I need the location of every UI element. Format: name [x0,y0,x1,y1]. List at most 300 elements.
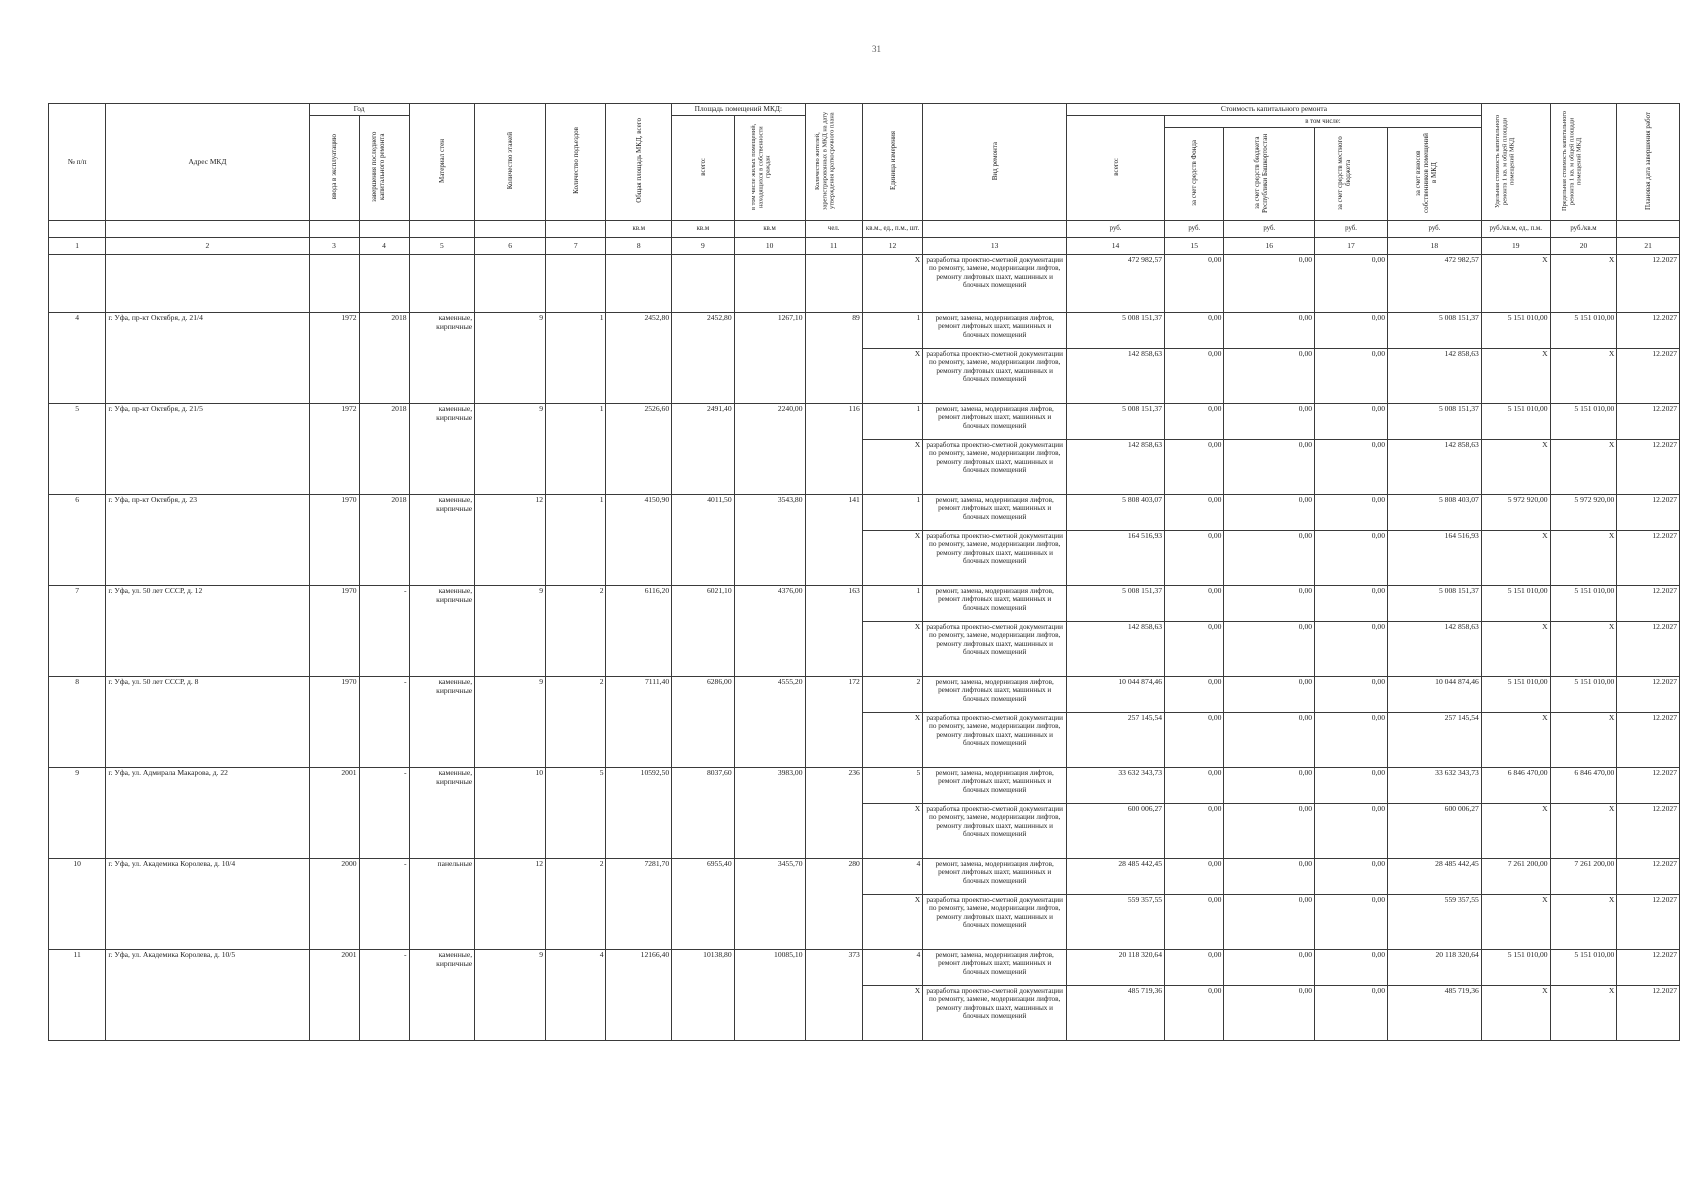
cost-fund-cell: 0,00 [1165,349,1224,404]
cost-total-cell: 257 145,54 [1067,713,1165,768]
floors-cell: 9 [475,950,546,1041]
deadline-cell: 12.2027 [1617,404,1680,440]
cost-owners-cell: 600 006,27 [1388,804,1482,859]
year-last-repair-cell: 2018 [359,313,409,404]
unit-cost-cell: 5 151 010,00 [1481,586,1550,622]
unit-cost-cell: Х [1481,349,1550,404]
total-area-cell: 10592,50 [606,768,672,859]
deadline-cell: 12.2027 [1617,440,1680,495]
cost-republic-cell: 0,00 [1224,586,1315,622]
cost-total-cell: 5 008 151,37 [1067,313,1165,349]
cost-republic-cell: 0,00 [1224,677,1315,713]
wall-material-cell: каменные, кирпичные [409,950,475,1041]
work-type-cell: ремонт, замена, модернизация лифтов, ремонт лифтовых шахт, машинных и блочных помещений [923,950,1067,986]
cost-local-cell: 0,00 [1315,713,1388,768]
work-type-cell: ремонт, замена, модернизация лифтов, ремонт лифтовых шахт, машинных и блочных помещений [923,859,1067,895]
column-number: 4 [359,238,409,255]
floors-cell: 10 [475,768,546,859]
premises-residents-cell: 3455,70 [734,859,805,950]
qty-cell: Х [862,713,922,768]
address-cell: г. Уфа, ул. 50 лет СССР, д. 8 [106,677,309,768]
header-incl: в том числе: [1165,116,1482,128]
cost-owners-cell: 257 145,54 [1388,713,1482,768]
table-row [49,586,1680,622]
qty-cell: 5 [862,768,922,804]
cost-fund-cell: 0,00 [1165,677,1224,713]
address-cell: г. Уфа, ул. Адмирала Макарова, д. 22 [106,768,309,859]
unit-cost-cell: Х [1481,622,1550,677]
year-last-repair-cell: - [359,768,409,859]
wall-material-cell: каменные, кирпичные [409,586,475,677]
limit-cost-cell: 5 151 010,00 [1550,404,1617,440]
cost-republic-cell: 0,00 [1224,804,1315,859]
cost-fund-cell: 0,00 [1165,313,1224,349]
header-unit-cost: Удельная стоимость капитального ремонта 1 кв. м общей площади помещений МКД [1493,114,1516,208]
header-residents: Количество жителей, зарегистрированных в МКД на дату утверждения краткосрочного плана [813,111,836,210]
qty-cell: 1 [862,586,922,622]
cost-fund-cell: 0,00 [1165,895,1224,950]
unit-cell: чел. [805,221,862,238]
header-premises: Площадь помещений МКД: [672,104,805,116]
unit-cost-cell: 6 846 470,00 [1481,768,1550,804]
unit-cost-cell: 5 151 010,00 [1481,950,1550,986]
header-wall-material: Материал стен [437,138,446,183]
page-number: 31 [872,44,881,54]
cost-total-cell: 20 118 320,64 [1067,950,1165,986]
column-number: 10 [734,238,805,255]
unit-cost-cell: 5 151 010,00 [1481,313,1550,349]
table-row [49,950,1680,986]
unit-cell: руб. [1165,221,1224,238]
table-row [49,859,1680,895]
cost-owners-cell: 33 632 343,73 [1388,768,1482,804]
premises-residents-cell: 3983,00 [734,768,805,859]
cost-owners-cell: 28 485 442,45 [1388,859,1482,895]
unit-cell: руб. [1067,221,1165,238]
cost-total-cell: 5 808 403,07 [1067,495,1165,531]
floors-cell: 12 [475,495,546,586]
column-number: 21 [1617,238,1680,255]
header-premises-total: всего: [698,157,707,176]
limit-cost-cell: Х [1550,440,1617,495]
unit-cost-cell: Х [1481,986,1550,1041]
qty-cell: Х [862,804,922,859]
header-address: Адрес МКД [106,104,309,221]
column-number: 6 [475,238,546,255]
cost-owners-cell: 142 858,63 [1388,440,1482,495]
work-type-cell: разработка проектно-сметной документации по ремонту, замене, модернизации лифтов, ремонту лифтовых шахт, машинных и блочных помещений [923,255,1067,313]
year-commission-cell: 1970 [309,677,359,768]
work-type-cell: разработка проектно-сметной документации по ремонту, замене, модернизации лифтов, ремонту лифтовых шахт, машинных и блочных помещений [923,986,1067,1041]
column-number: 5 [409,238,475,255]
cost-republic-cell: 0,00 [1224,622,1315,677]
column-number: 14 [1067,238,1165,255]
qty-cell: Х [862,440,922,495]
deadline-cell: 12.2027 [1617,495,1680,531]
cost-owners-cell: 5 008 151,37 [1388,586,1482,622]
residents-cell: 236 [805,768,862,859]
limit-cost-cell: 5 151 010,00 [1550,586,1617,622]
premises-residents-cell: 4376,00 [734,586,805,677]
work-type-cell: разработка проектно-сметной документации по ремонту, замене, модернизации лифтов, ремонту лифтовых шахт, машинных и блочных помещений [923,622,1067,677]
cost-fund-cell: 0,00 [1165,495,1224,531]
cost-republic-cell: 0,00 [1224,255,1315,313]
qty-cell: Х [862,986,922,1041]
unit-cost-cell: Х [1481,531,1550,586]
table-row [49,313,1680,349]
header-total-area: Общая площадь МКД, всего [634,118,643,204]
work-type-cell: ремонт, замена, модернизация лифтов, ремонт лифтовых шахт, машинных и блочных помещений [923,768,1067,804]
header-cost-total: всего: [1111,157,1120,176]
address-cell: г. Уфа, пр-кт Октября, д. 21/5 [106,404,309,495]
table-row [49,495,1680,531]
cost-owners-cell: 10 044 874,46 [1388,677,1482,713]
row-number-cell: 11 [49,950,106,1041]
column-number: 7 [546,238,606,255]
column-number: 19 [1481,238,1550,255]
year-commission-cell: 1970 [309,495,359,586]
limit-cost-cell: Х [1550,804,1617,859]
work-type-cell: разработка проектно-сметной документации по ремонту, замене, модернизации лифтов, ремонту лифтовых шахт, машинных и блочных помещений [923,440,1067,495]
table-row [49,768,1680,804]
address-cell: г. Уфа, пр-кт Октября, д. 21/4 [106,313,309,404]
entrances-cell: 2 [546,677,606,768]
year-commission-cell: 2000 [309,859,359,950]
header-year-last-repair: завершения последнего капитального ремонта [370,131,387,202]
header-cost-owners: за счет взносов собственников помещений в МКД [1414,132,1439,213]
premises-total-cell: 6021,10 [672,586,735,677]
cost-republic-cell: 0,00 [1224,313,1315,349]
deadline-cell: 12.2027 [1617,859,1680,895]
year-last-repair-cell: - [359,859,409,950]
limit-cost-cell: Х [1550,895,1617,950]
deadline-cell: 12.2027 [1617,804,1680,859]
column-number: 13 [923,238,1067,255]
column-number: 8 [606,238,672,255]
unit-cost-cell: 5 972 920,00 [1481,495,1550,531]
wall-material-cell: каменные, кирпичные [409,768,475,859]
limit-cost-cell: Х [1550,713,1617,768]
cost-total-cell: 164 516,93 [1067,531,1165,586]
floors-cell: 12 [475,859,546,950]
cost-fund-cell: 0,00 [1165,622,1224,677]
qty-cell: Х [862,255,922,313]
entrances-cell: 1 [546,495,606,586]
cost-owners-cell: 559 357,55 [1388,895,1482,950]
premises-total-cell: 6286,00 [672,677,735,768]
qty-cell: 1 [862,313,922,349]
cost-fund-cell: 0,00 [1165,713,1224,768]
cost-fund-cell: 0,00 [1165,531,1224,586]
limit-cost-cell: 6 846 470,00 [1550,768,1617,804]
year-last-repair-cell: - [359,677,409,768]
cost-local-cell: 0,00 [1315,349,1388,404]
cost-fund-cell: 0,00 [1165,404,1224,440]
residents-cell: 163 [805,586,862,677]
cost-fund-cell: 0,00 [1165,440,1224,495]
cost-total-cell: 559 357,55 [1067,895,1165,950]
cost-total-cell: 5 008 151,37 [1067,404,1165,440]
premises-total-cell: 6955,40 [672,859,735,950]
qty-cell: Х [862,349,922,404]
cost-total-cell: 142 858,63 [1067,622,1165,677]
limit-cost-cell: 7 261 200,00 [1550,859,1617,895]
work-type-cell: ремонт, замена, модернизация лифтов, ремонт лифтовых шахт, машинных и блочных помещений [923,586,1067,622]
qty-cell: Х [862,622,922,677]
premises-residents-cell: 3543,80 [734,495,805,586]
capital-repair-plan-table [48,103,1680,1041]
row-number-cell: 8 [49,677,106,768]
premises-total-cell: 2452,80 [672,313,735,404]
total-area-cell: 12166,40 [606,950,672,1041]
wall-material-cell: каменные, кирпичные [409,404,475,495]
header-no: № п/п [49,104,106,221]
column-number: 18 [1388,238,1482,255]
cost-local-cell: 0,00 [1315,440,1388,495]
work-type-cell: ремонт, замена, модернизация лифтов, ремонт лифтовых шахт, машинных и блочных помещений [923,404,1067,440]
work-type-cell: разработка проектно-сметной документации по ремонту, замене, модернизации лифтов, ремонту лифтовых шахт, машинных и блочных помещений [923,713,1067,768]
cost-local-cell: 0,00 [1315,768,1388,804]
entrances-cell: 2 [546,586,606,677]
cost-local-cell: 0,00 [1315,859,1388,895]
table-row [49,404,1680,440]
work-type-cell: ремонт, замена, модернизация лифтов, ремонт лифтовых шахт, машинных и блочных помещений [923,313,1067,349]
column-number: 2 [106,238,309,255]
column-number: 9 [672,238,735,255]
limit-cost-cell: Х [1550,255,1617,313]
cost-fund-cell: 0,00 [1165,804,1224,859]
limit-cost-cell: Х [1550,349,1617,404]
cost-local-cell: 0,00 [1315,586,1388,622]
unit-cost-cell: Х [1481,440,1550,495]
qty-cell: Х [862,531,922,586]
cost-total-cell: 142 858,63 [1067,440,1165,495]
column-number: 1 [49,238,106,255]
cost-fund-cell: 0,00 [1165,859,1224,895]
cost-owners-cell: 142 858,63 [1388,622,1482,677]
residents-cell: 172 [805,677,862,768]
unit-cell: кв.м [606,221,672,238]
row-number-cell: 9 [49,768,106,859]
address-cell: г. Уфа, ул. Академика Королева, д. 10/4 [106,859,309,950]
wall-material-cell: панельные [409,859,475,950]
year-commission-cell: 1970 [309,586,359,677]
qty-cell: 2 [862,677,922,713]
column-number: 15 [1165,238,1224,255]
cost-owners-cell: 164 516,93 [1388,531,1482,586]
deadline-cell: 12.2027 [1617,677,1680,713]
cost-republic-cell: 0,00 [1224,531,1315,586]
premises-residents-cell: 10085,10 [734,950,805,1041]
entrances-cell: 2 [546,859,606,950]
year-commission-cell: 2001 [309,768,359,859]
floors-cell: 9 [475,404,546,495]
premises-total-cell: 4011,50 [672,495,735,586]
column-numbers-row [49,238,1680,255]
cost-total-cell: 10 044 874,46 [1067,677,1165,713]
cost-fund-cell: 0,00 [1165,586,1224,622]
year-last-repair-cell: - [359,950,409,1041]
cost-local-cell: 0,00 [1315,531,1388,586]
address-cell: г. Уфа, пр-кт Октября, д. 23 [106,495,309,586]
unit-cell: руб. [1315,221,1388,238]
cost-total-cell: 600 006,27 [1067,804,1165,859]
premises-residents-cell: 4555,20 [734,677,805,768]
wall-material-cell: каменные, кирпичные [409,677,475,768]
cost-total-cell: 5 008 151,37 [1067,586,1165,622]
limit-cost-cell: Х [1550,986,1617,1041]
row-number-cell: 4 [49,313,106,404]
row-number-cell: 7 [49,586,106,677]
work-type-cell: разработка проектно-сметной документации по ремонту, замене, модернизации лифтов, ремонту лифтовых шахт, машинных и блочных помещений [923,349,1067,404]
total-area-cell: 2452,80 [606,313,672,404]
total-area-cell: 7111,40 [606,677,672,768]
qty-cell: 4 [862,859,922,895]
premises-residents-cell: 2240,00 [734,404,805,495]
continuation-row [49,255,1680,313]
floors-cell: 9 [475,586,546,677]
total-area-cell: 7281,70 [606,859,672,950]
unit-cost-cell: Х [1481,895,1550,950]
deadline-cell: 12.2027 [1617,622,1680,677]
entrances-cell: 1 [546,404,606,495]
premises-residents-cell: 1267,10 [734,313,805,404]
column-number: 12 [862,238,922,255]
cost-local-cell: 0,00 [1315,622,1388,677]
header-limit-cost: Предельная стоимость капитального ремонта 1 кв. м общей площади помещений МКД [1561,110,1584,211]
cost-owners-cell: 5 008 151,37 [1388,313,1482,349]
deadline-cell: 12.2027 [1617,950,1680,986]
header-year: Год [309,104,409,116]
column-number: 17 [1315,238,1388,255]
wall-material-cell: каменные, кирпичные [409,495,475,586]
cost-republic-cell: 0,00 [1224,404,1315,440]
cost-owners-cell: 142 858,63 [1388,349,1482,404]
header-entrances: Количество подъездов [571,127,580,195]
address-cell: г. Уфа, ул. 50 лет СССР, д. 12 [106,586,309,677]
deadline-cell: 12.2027 [1617,986,1680,1041]
cost-republic-cell: 0,00 [1224,349,1315,404]
row-number-cell: 5 [49,404,106,495]
column-number: 20 [1550,238,1617,255]
residents-cell: 280 [805,859,862,950]
limit-cost-cell: 5 151 010,00 [1550,677,1617,713]
cost-owners-cell: 5 008 151,37 [1388,404,1482,440]
wall-material-cell: каменные, кирпичные [409,313,475,404]
column-number: 3 [309,238,359,255]
deadline-cell: 12.2027 [1617,531,1680,586]
limit-cost-cell: Х [1550,531,1617,586]
residents-cell: 373 [805,950,862,1041]
residents-cell: 116 [805,404,862,495]
deadline-cell: 12.2027 [1617,713,1680,768]
work-type-cell: разработка проектно-сметной документации по ремонту, замене, модернизации лифтов, ремонту лифтовых шахт, машинных и блочных помещений [923,895,1067,950]
cost-local-cell: 0,00 [1315,804,1388,859]
unit-cost-cell: Х [1481,255,1550,313]
work-type-cell: ремонт, замена, модернизация лифтов, ремонт лифтовых шахт, машинных и блочных помещений [923,495,1067,531]
cost-owners-cell: 485 719,36 [1388,986,1482,1041]
cost-total-cell: 33 632 343,73 [1067,768,1165,804]
unit-cost-cell: Х [1481,713,1550,768]
cost-republic-cell: 0,00 [1224,440,1315,495]
cost-owners-cell: 20 118 320,64 [1388,950,1482,986]
qty-cell: 1 [862,404,922,440]
deadline-cell: 12.2027 [1617,349,1680,404]
premises-total-cell: 8037,60 [672,768,735,859]
unit-cell: кв.м [672,221,735,238]
cost-republic-cell: 0,00 [1224,859,1315,895]
floors-cell: 9 [475,313,546,404]
cost-republic-cell: 0,00 [1224,986,1315,1041]
cost-local-cell: 0,00 [1315,495,1388,531]
table-row [49,677,1680,713]
cost-fund-cell: 0,00 [1165,255,1224,313]
deadline-cell: 12.2027 [1617,895,1680,950]
total-area-cell: 6116,20 [606,586,672,677]
column-number: 11 [805,238,862,255]
residents-cell: 141 [805,495,862,586]
qty-cell: 1 [862,495,922,531]
row-number-cell: 6 [49,495,106,586]
cost-republic-cell: 0,00 [1224,713,1315,768]
cost-local-cell: 0,00 [1315,313,1388,349]
address-cell: г. Уфа, ул. Академика Королева, д. 10/5 [106,950,309,1041]
cost-total-cell: 142 858,63 [1067,349,1165,404]
year-last-repair-cell: 2018 [359,495,409,586]
cost-total-cell: 472 982,57 [1067,255,1165,313]
unit-cell: руб. [1224,221,1315,238]
header-cost-republic: за счет средств бюджета Республики Башкортостан [1253,133,1270,213]
work-type-cell: ремонт, замена, модернизация лифтов, ремонт лифтовых шахт, машинных и блочных помещений [923,677,1067,713]
cost-fund-cell: 0,00 [1165,768,1224,804]
column-number: 16 [1224,238,1315,255]
cost-local-cell: 0,00 [1315,255,1388,313]
cost-republic-cell: 0,00 [1224,950,1315,986]
cost-local-cell: 0,00 [1315,895,1388,950]
cost-republic-cell: 0,00 [1224,895,1315,950]
header-deadline: Плановая дата завершения работ [1644,111,1653,210]
floors-cell: 9 [475,677,546,768]
qty-cell: 4 [862,950,922,986]
cost-republic-cell: 0,00 [1224,495,1315,531]
cost-total-cell: 485 719,36 [1067,986,1165,1041]
header-unit: Единица измерения [888,131,897,191]
deadline-cell: 12.2027 [1617,768,1680,804]
cost-local-cell: 0,00 [1315,404,1388,440]
premises-total-cell: 10138,80 [672,950,735,1041]
entrances-cell: 1 [546,313,606,404]
limit-cost-cell: Х [1550,622,1617,677]
entrances-cell: 4 [546,950,606,1041]
qty-cell: Х [862,895,922,950]
year-last-repair-cell: - [359,586,409,677]
header-cost-local: за счет средств местного бюджета [1336,135,1353,210]
header-cost-fund: за счет средств Фонда [1190,139,1199,206]
header-cost: Стоимость капитального ремонта [1067,104,1482,116]
unit-cell: руб./кв.м, ед., п.м. [1481,221,1550,238]
cost-owners-cell: 472 982,57 [1388,255,1482,313]
row-number-cell: 10 [49,859,106,950]
cost-republic-cell: 0,00 [1224,768,1315,804]
work-type-cell: разработка проектно-сметной документации по ремонту, замене, модернизации лифтов, ремонту лифтовых шахт, машинных и блочных помещений [923,531,1067,586]
cost-local-cell: 0,00 [1315,677,1388,713]
unit-cell: руб./кв.м [1550,221,1617,238]
year-last-repair-cell: 2018 [359,404,409,495]
cost-fund-cell: 0,00 [1165,986,1224,1041]
unit-cell: кв.м., ед., п.м., шт. [862,221,922,238]
total-area-cell: 4150,90 [606,495,672,586]
cost-total-cell: 28 485 442,45 [1067,859,1165,895]
